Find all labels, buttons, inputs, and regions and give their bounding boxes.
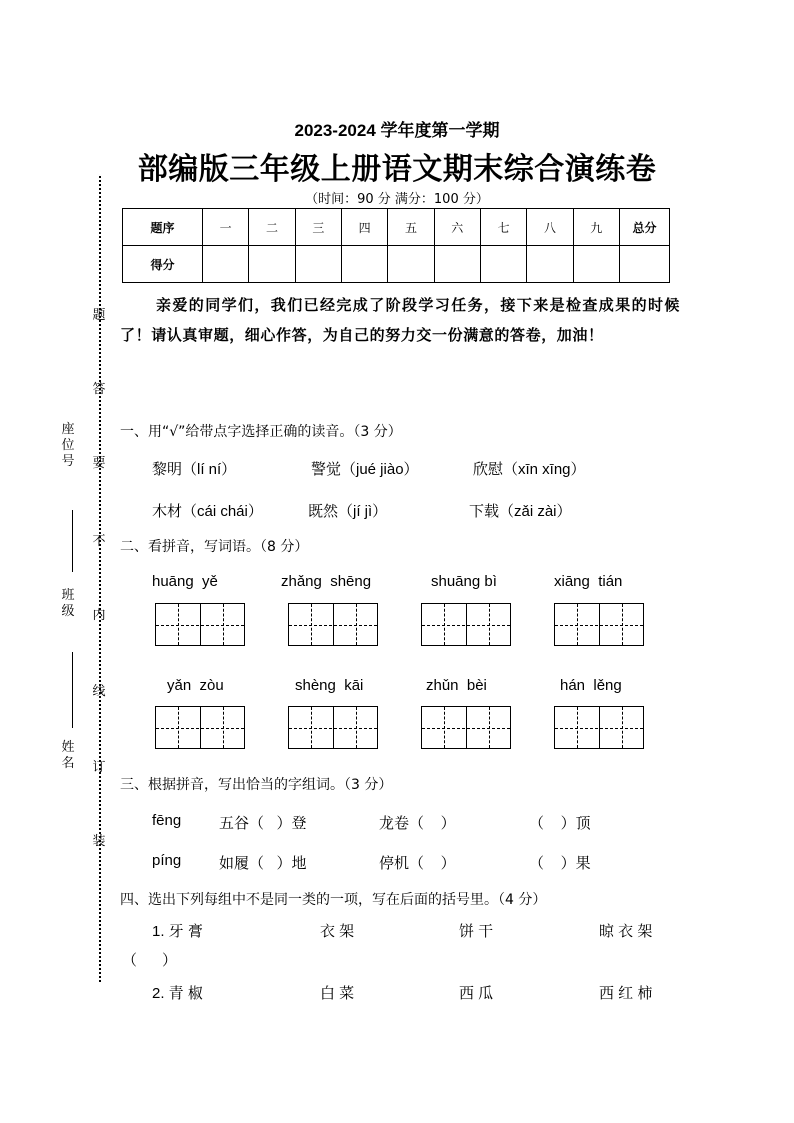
exam-title: 部编版三年级上册语文期末综合演练卷 bbox=[137, 152, 657, 187]
score-table-score-row bbox=[123, 246, 670, 283]
q1-title: 一、用“√”给带点字选择正确的读音。（3 分） bbox=[120, 424, 402, 440]
score-header-cell: 一 bbox=[203, 209, 249, 246]
score-cell bbox=[573, 246, 619, 283]
score-header-cell: 八 bbox=[527, 209, 573, 246]
score-header-cell: 三 bbox=[295, 209, 341, 246]
writing-grid[interactable] bbox=[288, 706, 378, 749]
score-header-cell: 五 bbox=[388, 209, 434, 246]
binding-char: 订 bbox=[92, 760, 106, 775]
q3-blank-item[interactable]: 龙卷（ ） bbox=[379, 815, 456, 832]
q4-item: 1. 牙 膏 bbox=[152, 923, 203, 940]
q2-pinyin: yǎn zòu bbox=[167, 677, 224, 694]
writing-grid[interactable] bbox=[288, 603, 378, 646]
score-header-cell: 七 bbox=[480, 209, 526, 246]
q4-item: 西 红 柿 bbox=[599, 985, 653, 1002]
score-cell bbox=[480, 246, 526, 283]
score-row-label: 得分 bbox=[123, 246, 203, 283]
binding-dotted-line bbox=[99, 176, 101, 982]
q1-item[interactable]: 既然（jí jì） bbox=[308, 503, 388, 520]
writing-grid[interactable] bbox=[421, 706, 511, 749]
q4-item: 白 菜 bbox=[320, 985, 355, 1002]
score-cell bbox=[388, 246, 434, 283]
q4-item: 饼 干 bbox=[459, 923, 494, 940]
q3-blank-item[interactable]: （ ）果 bbox=[529, 855, 591, 872]
q4-title: 四、选出下列每组中不是同一类的一项，写在后面的括号里。（4 分） bbox=[120, 892, 547, 908]
q4-answer-paren[interactable]: （ ） bbox=[122, 952, 178, 969]
writing-grid[interactable] bbox=[155, 603, 245, 646]
q4-item: 晾 衣 架 bbox=[599, 923, 653, 940]
score-table bbox=[122, 208, 670, 283]
q4-item: 2. 青 椒 bbox=[152, 985, 203, 1002]
score-cell bbox=[295, 246, 341, 283]
q3-blank-item[interactable]: 停机（ ） bbox=[379, 855, 456, 872]
binding-char: 要 bbox=[92, 456, 106, 471]
q2-pinyin: xiāng tián bbox=[554, 573, 623, 590]
q4-item: 西 瓜 bbox=[459, 985, 494, 1002]
binding-char: 线 bbox=[92, 684, 106, 699]
seat-number-label: 座位号 bbox=[61, 422, 75, 469]
q3-pinyin: fēng bbox=[152, 812, 182, 829]
score-header-cell: 题序 bbox=[123, 209, 203, 246]
q3-blank-item[interactable]: 如履（ ）地 bbox=[219, 855, 307, 872]
q1-item[interactable]: 黎明（lí ní） bbox=[152, 461, 237, 478]
binding-char: 内 bbox=[92, 608, 106, 623]
exam-year-subtitle: 2023-2024 学年度第一学期 bbox=[294, 121, 500, 140]
score-header-cell: 二 bbox=[249, 209, 295, 246]
q3-title: 三、根据拼音，写出恰当的字组词。（3 分） bbox=[120, 777, 393, 793]
score-header-cell: 四 bbox=[341, 209, 387, 246]
class-blank-line[interactable] bbox=[72, 510, 73, 572]
score-cell bbox=[203, 246, 249, 283]
intro-paragraph: 亲爱的同学们，我们已经完成了阶段学习任务，接下来是检查成果的时候了！请认真审题，细心作答，为自己的努力交一份满意的答卷，加油！ bbox=[120, 296, 680, 344]
writing-grid[interactable] bbox=[554, 603, 644, 646]
writing-grid[interactable] bbox=[554, 706, 644, 749]
q2-pinyin: huāng yě bbox=[152, 573, 218, 590]
q1-item[interactable]: 欣慰（xīn xīng） bbox=[473, 461, 586, 478]
q1-item[interactable]: 下载（zǎi zài） bbox=[469, 503, 572, 520]
q2-title: 二、看拼音，写词语。（8 分） bbox=[120, 539, 309, 555]
score-header-cell: 总分 bbox=[620, 209, 670, 246]
name-blank-line[interactable] bbox=[72, 652, 73, 728]
q3-blank-item[interactable]: （ ）顶 bbox=[529, 815, 591, 832]
binding-char: 装 bbox=[92, 834, 106, 849]
time-and-score-info: （时间：90 分 满分：100 分） bbox=[305, 192, 489, 207]
q1-item[interactable]: 警觉（jué jiào） bbox=[311, 461, 419, 478]
q3-blank-item[interactable]: 五谷（ ）登 bbox=[219, 815, 307, 832]
score-cell bbox=[527, 246, 573, 283]
binding-char: 答 bbox=[92, 382, 106, 397]
score-cell bbox=[249, 246, 295, 283]
score-cell bbox=[341, 246, 387, 283]
writing-grid[interactable] bbox=[421, 603, 511, 646]
q2-pinyin: shuāng bì bbox=[431, 573, 497, 590]
q3-pinyin: píng bbox=[152, 852, 182, 869]
binding-char: 不 bbox=[92, 534, 106, 549]
q2-pinyin: hán lěng bbox=[560, 677, 622, 694]
score-header-cell: 六 bbox=[434, 209, 480, 246]
binding-char: 题 bbox=[92, 308, 106, 323]
score-cell bbox=[620, 246, 670, 283]
class-label: 班级 bbox=[61, 588, 75, 619]
writing-grid[interactable] bbox=[155, 706, 245, 749]
q4-item: 衣 架 bbox=[320, 923, 355, 940]
score-cell bbox=[434, 246, 480, 283]
q2-pinyin: zhǎng shēng bbox=[281, 573, 372, 590]
name-label: 姓名 bbox=[61, 740, 75, 771]
score-header-cell: 九 bbox=[573, 209, 619, 246]
score-table-header-row bbox=[123, 209, 670, 246]
q1-item[interactable]: 木材（cái chái） bbox=[152, 503, 263, 520]
q2-pinyin: shèng kāi bbox=[295, 677, 364, 694]
q2-pinyin: zhǔn bèi bbox=[426, 677, 487, 694]
